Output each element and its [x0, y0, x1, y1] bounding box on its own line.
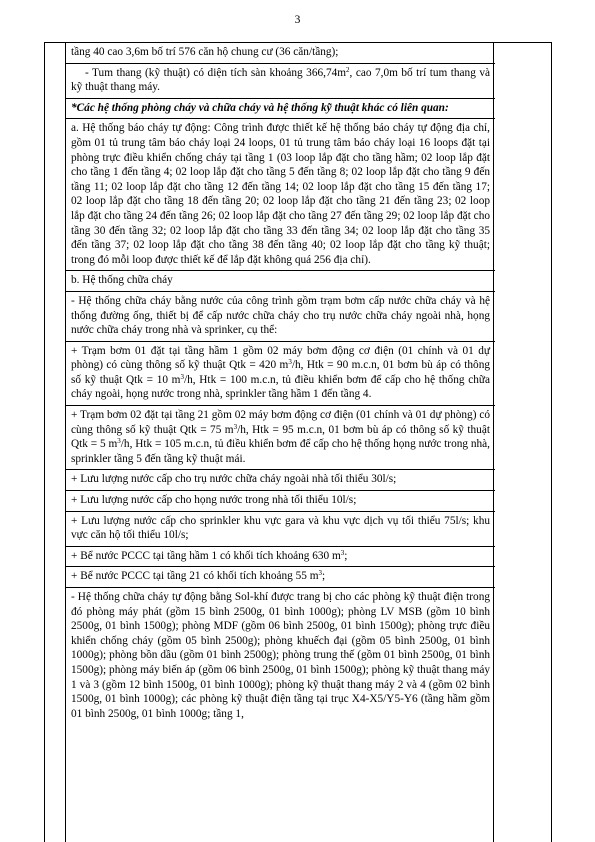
paragraph	[66, 491, 495, 511]
text-run: /h, Htk = 90 m.c.n, 01 bơm bù áp có thông số kỹ thuật Qtk = 10 m	[71, 359, 490, 386]
table-row	[66, 342, 495, 406]
paragraph	[66, 588, 495, 724]
paragraph	[66, 567, 495, 587]
table-row	[66, 470, 495, 491]
content-column	[66, 43, 495, 842]
right-column	[493, 43, 551, 842]
paragraph	[66, 43, 495, 63]
table-row	[66, 588, 495, 724]
text-run: /h, Htk = 95 m.c.n, 01 bơm bù áp có thông số kỹ thuật Qtk = 5 m	[71, 423, 490, 451]
paragraph	[66, 64, 495, 98]
paragraph	[66, 512, 495, 546]
table-row	[66, 567, 495, 588]
table-row	[66, 119, 495, 271]
table-row	[66, 512, 495, 547]
text-run: a. Hệ thống báo cháy tự động: Công trình được thiết kế hệ thống báo cháy tự động địa chỉ, gồm 01 tủ trung tâm báo cháy loại 24 loops, 01 tủ trung tâm báo cháy loại 16 loops đặt tại phòng trực điều khiển chống cháy tại tầng 1 (03 loop lắp đặt cho tầng hầm; 02 loop lắp đặt cho tầng 1 đến tầng 4; 02 loop lắp đặt cho tầng 5 đến tầng 8; 02 loop lắp đặt cho tầng 9 đến tầng 11; 02 loop lắp đặt cho tầng 12 đến tầng 14; 02 loop lắp đặt cho tầng 15 đến tầng 17; 02 loop lắp đặt cho tầng 18 đến tầng 20; 02 loop lắp đặt cho tầng 21 đến tầng 23; 02 loop lắp đặt cho tầng 24 đến tầng 26; 02 loop lắp đặt cho tầng 27 đến tầng 29; 02 loop lắp đặt cho tầng 30 đến tầng 32; 02 loop lắp đặt cho tầng 33 đến tầng 34; 02 loop lắp đặt cho tầng 35 đến tầng 37; 02 loop lắp đặt cho tầng 38 đến tầng 40; 02 loop lắp đặt cho tầng kỹ thuật; trong đó mỗi loop được thiết kế để lắp đặt không quá 256 địa chỉ).	[71, 122, 490, 266]
paragraph	[66, 470, 495, 490]
section-heading	[66, 99, 495, 119]
table-row	[66, 292, 495, 342]
table-row	[66, 547, 495, 568]
left-column	[45, 43, 66, 842]
superscript: 3	[318, 569, 323, 578]
paragraph	[66, 547, 495, 567]
text-run: , cao 7,0m bố trí tum thang và kỹ thuật thang máy.	[71, 66, 490, 94]
table-row	[66, 99, 495, 120]
table-row	[66, 491, 495, 512]
superscript: 3	[340, 548, 345, 557]
table-row	[66, 406, 495, 470]
text-run: ;	[322, 570, 326, 583]
text-run: + Bể nước PCCC tại tầng 21 có khối tích khoảng 55 m	[71, 570, 319, 583]
text-run: b. Hệ thống chữa cháy	[71, 274, 173, 287]
superscript: 2	[346, 65, 350, 74]
paragraph	[66, 406, 495, 469]
paragraph	[66, 271, 495, 291]
text-run: + Trạm bơm 02 đặt tại tầng 21 gồm 02 máy bơm động cơ điện (01 chính và 01 dự phòng) có cùng thông số kỹ thuật Qtk = 75 m	[71, 409, 490, 436]
text-run: - Hệ thống chữa cháy bằng nước của công trình gồm trạm bơm cấp nước chữa cháy và hệ thống đường ống, thiết bị để cấp nước chữa cháy cho trụ nước chữa cháy ngoài nhà, họng nước chữa cháy trong nhà và sprinker, cụ thể:	[71, 294, 490, 337]
text-run: ;	[344, 549, 348, 562]
paragraph	[66, 119, 495, 270]
superscript: 3	[180, 372, 184, 381]
superscript: 3	[233, 422, 238, 431]
page-number: 3	[294, 14, 301, 26]
text-run: tầng 40 cao 3,6m bố trí 576 căn hộ chung cư (36 căn/tầng);	[71, 46, 339, 58]
content-table	[44, 42, 552, 842]
text-run: + Bể nước PCCC tại tầng hầm 1 có khối tích khoảng 630 m	[71, 549, 341, 562]
superscript: 3	[288, 358, 292, 367]
table-row	[66, 271, 495, 292]
superscript: 3	[117, 437, 121, 446]
text-run: + Trạm bơm 01 đặt tại tầng hầm 1 gồm 02 máy bơm động cơ điện (01 chính và 01 dự phòng) có cùng thông số kỹ thuật Qtk = 420 m	[71, 344, 490, 372]
text-run: - Tum thang (kỹ thuật) có diện tích sàn khoảng 366,74m	[85, 66, 347, 79]
text-run: + Lưu lượng nước cấp cho trụ nước chữa cháy ngoài nhà tối thiểu 30l/s;	[71, 473, 397, 486]
paragraph	[66, 342, 495, 405]
text-run: *Các hệ thống phòng cháy và chữa cháy và hệ thống kỹ thuật khác có liên quan:	[71, 101, 449, 114]
table-row	[66, 43, 495, 64]
paragraph	[66, 292, 495, 341]
text-run: /h, Htk = 105 m.c.n, tủ điều khiển bơm để cấp cho hệ thống họng nước trong nhà, sprinkler tầng 5 đến tầng kỹ thuật mái.	[71, 438, 490, 465]
text-run: + Lưu lượng nước cấp cho sprinkler khu vực gara và khu vực dịch vụ tối thiểu 75l/s; khu vực căn hộ tối thiểu 10l/s;	[71, 514, 490, 542]
table-row	[66, 64, 495, 99]
text-run: - Hệ thống chữa cháy tự động bằng Sol-khí được trang bị cho các phòng kỹ thuật điện trong đó phòng máy phát (gồm 15 bình 2500g, 01 bình 1000g); phòng LV MSB (gồm 10 bình 2500g, 01 bình 1500g); phòng MDF (gồm 06 bình 2500g, 01 bình 1500g); phòng trực điều khiển chống cháy (gồm 05 bình 2500g); phòng khuếch đại (gồm 05 bình 2500g, 01 bình 1000g); phòng bồn dầu (gồm 01 bình 2500g); phòng trung thế (gồm 01 bình 2500g, 01 bình 1500g); phòng máy biến áp (gồm 06 bình 2500g, 01 bình 1500g); phòng kỹ thuật thang máy 1 và 3 (gồm 12 bình 1500g, 01 bình 1000g); phòng kỹ thuật thang máy 2 và 4 (gồm 02 bình 1500g, 01 bình 1000g); các phòng kỹ thuật điện tầng tại trục X4-X5/Y5-Y6 (tầng hầm gồm 01 bình 2500g, 01 bình 1000g; tầng 1,	[71, 591, 490, 720]
text-run: + Lưu lượng nước cấp cho họng nước trong nhà tối thiểu 10l/s;	[71, 494, 357, 507]
text-run: /h, Htk = 100 m.c.n, tủ điều khiển bơm để cấp cho hệ thống chữa cháy ngoài, họng nước trong nhà, sprinkler tầng hầm 1 đến tầng 4.	[71, 373, 490, 401]
